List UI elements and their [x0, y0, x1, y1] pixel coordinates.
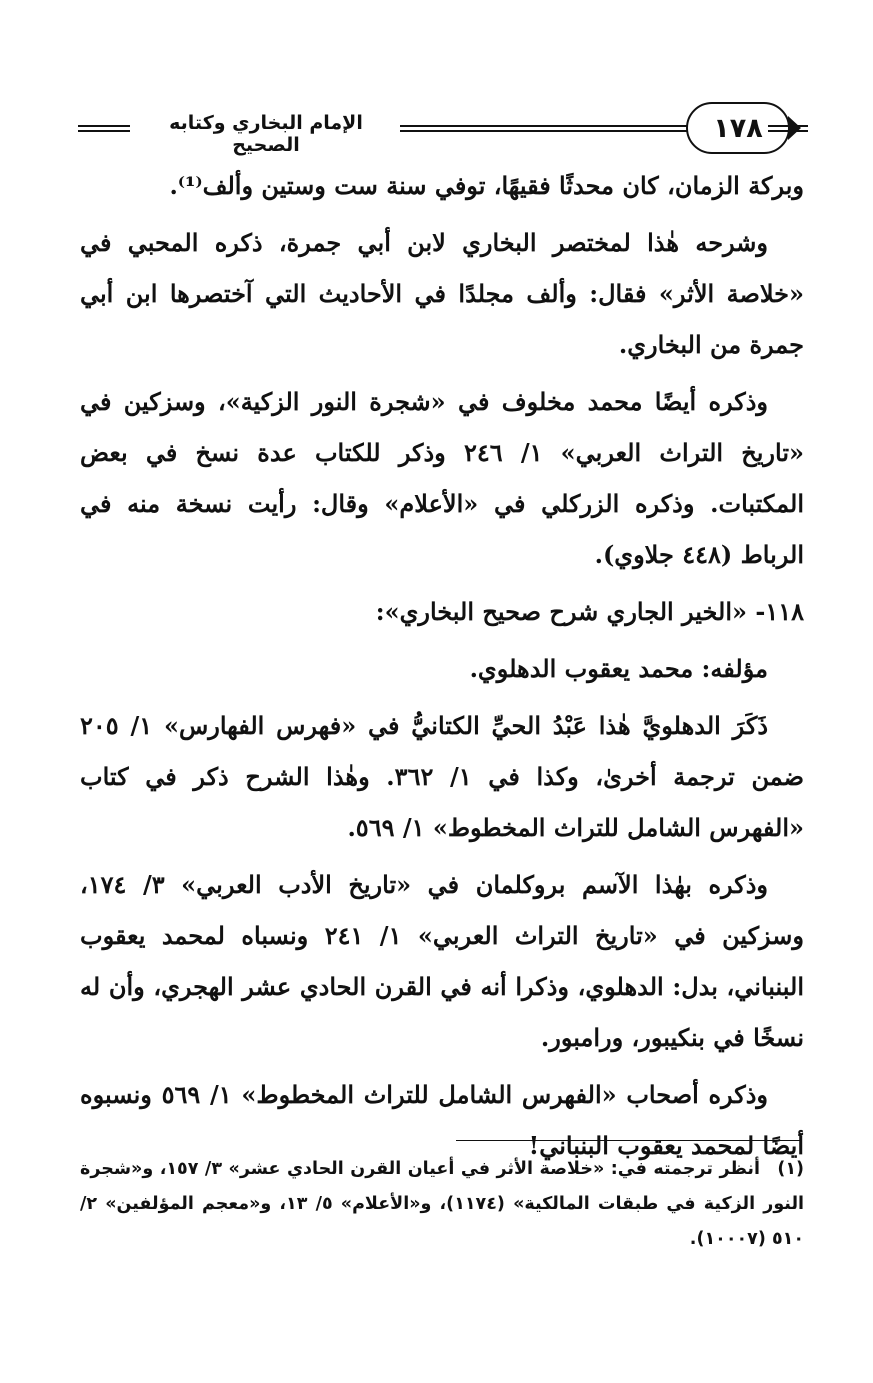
- page-header: [78, 98, 808, 158]
- paragraph: وذكره بهٰذا الآسم بروكلمان في «تاريخ الأدب العربي» ٣/ ١٧٤، وسزكين في «تاريخ التراث العربي» ١/ ٢٤١ ونسباه لمحمد يعقوب البنباني، بدل: الدهلوي، وذكرا أنه في القرن الحادي عشر الهجري، وأن له نسخًا في بنكيبور، ورامبور.: [80, 870, 805, 1052]
- header-rule-middle: [400, 125, 696, 132]
- entry-heading: ١١٨- «الخير الجاري شرح صحيح البخاري»:: [375, 597, 804, 626]
- paragraph: ذَكَرَ الدهلويَّ هٰذا عَبْدُ الحيِّ الكتانيُّ في «فهرس الفهارس» ١/ ٢٠٥ ضمن ترجمة أخرىٰ، وكذا في ١/ ٣٦٢. وهٰذا الشرح ذكر في كتاب «الفهرس الشامل للتراث المخطوط» ١/ ٥٦٩.: [80, 711, 804, 842]
- paragraph: وشرحه هٰذا لمختصر البخاري لابن أبي جمرة، ذكره المحبي في «خلاصة الأثر» فقال: وألف مجلدًا في الأحاديث التي آختصرها ابن أبي جمرة من البخاري.: [80, 228, 804, 359]
- footnotes: [80, 1152, 804, 1257]
- footnote-marker: (١): [777, 1159, 804, 1179]
- running-title: الإمام البخاري وكتابه الصحيح: [169, 112, 363, 156]
- footnote-text: أنظر ترجمته في: «خلاصة الأثر في أعيان القرن الحادي عشر» ٣/ ١٥٧، و«شجرة النور الزكية في طبقات المالكية» (١١٧٤)، و«الأعلام» ٥/ ١٣، و«معجم المؤلفين» ٢/ ٥١٠ (١٠٠٠٧).: [80, 1159, 805, 1249]
- footnote-item: [80, 1152, 804, 1257]
- paragraph: وذكره أصحاب «الفهرس الشامل للتراث المخطوط» ١/ ٥٦٩ ونسبوه أيضًا لمحمد يعقوب البنباني!: [80, 1080, 804, 1160]
- main-text: [80, 160, 804, 1177]
- footnote-separator: [456, 1140, 800, 1141]
- header-rule-left: [78, 125, 130, 132]
- paragraph-continuation: وبركة الزمان، كان محدثًا فقيهًا، توفي سنة ست وستين وألف⁽¹⁾.: [169, 171, 804, 200]
- paragraph: وذكره أيضًا محمد مخلوف في «شجرة النور الزكية»، وسزكين في «تاريخ التراث العربي» ١/ ٢٤٦ وذكر للكتاب عدة نسخ في بعض المكتبات. وذكره الزركلي في «الأعلام» وقال: رأيت نسخة منه في الرباط (٤٤٨ جلاوي).: [80, 387, 805, 569]
- header-rule-right: [768, 125, 808, 132]
- page-number-badge: ١٧٨: [686, 102, 790, 154]
- author-line: مؤلفه: محمد يعقوب الدهلوي.: [469, 654, 768, 683]
